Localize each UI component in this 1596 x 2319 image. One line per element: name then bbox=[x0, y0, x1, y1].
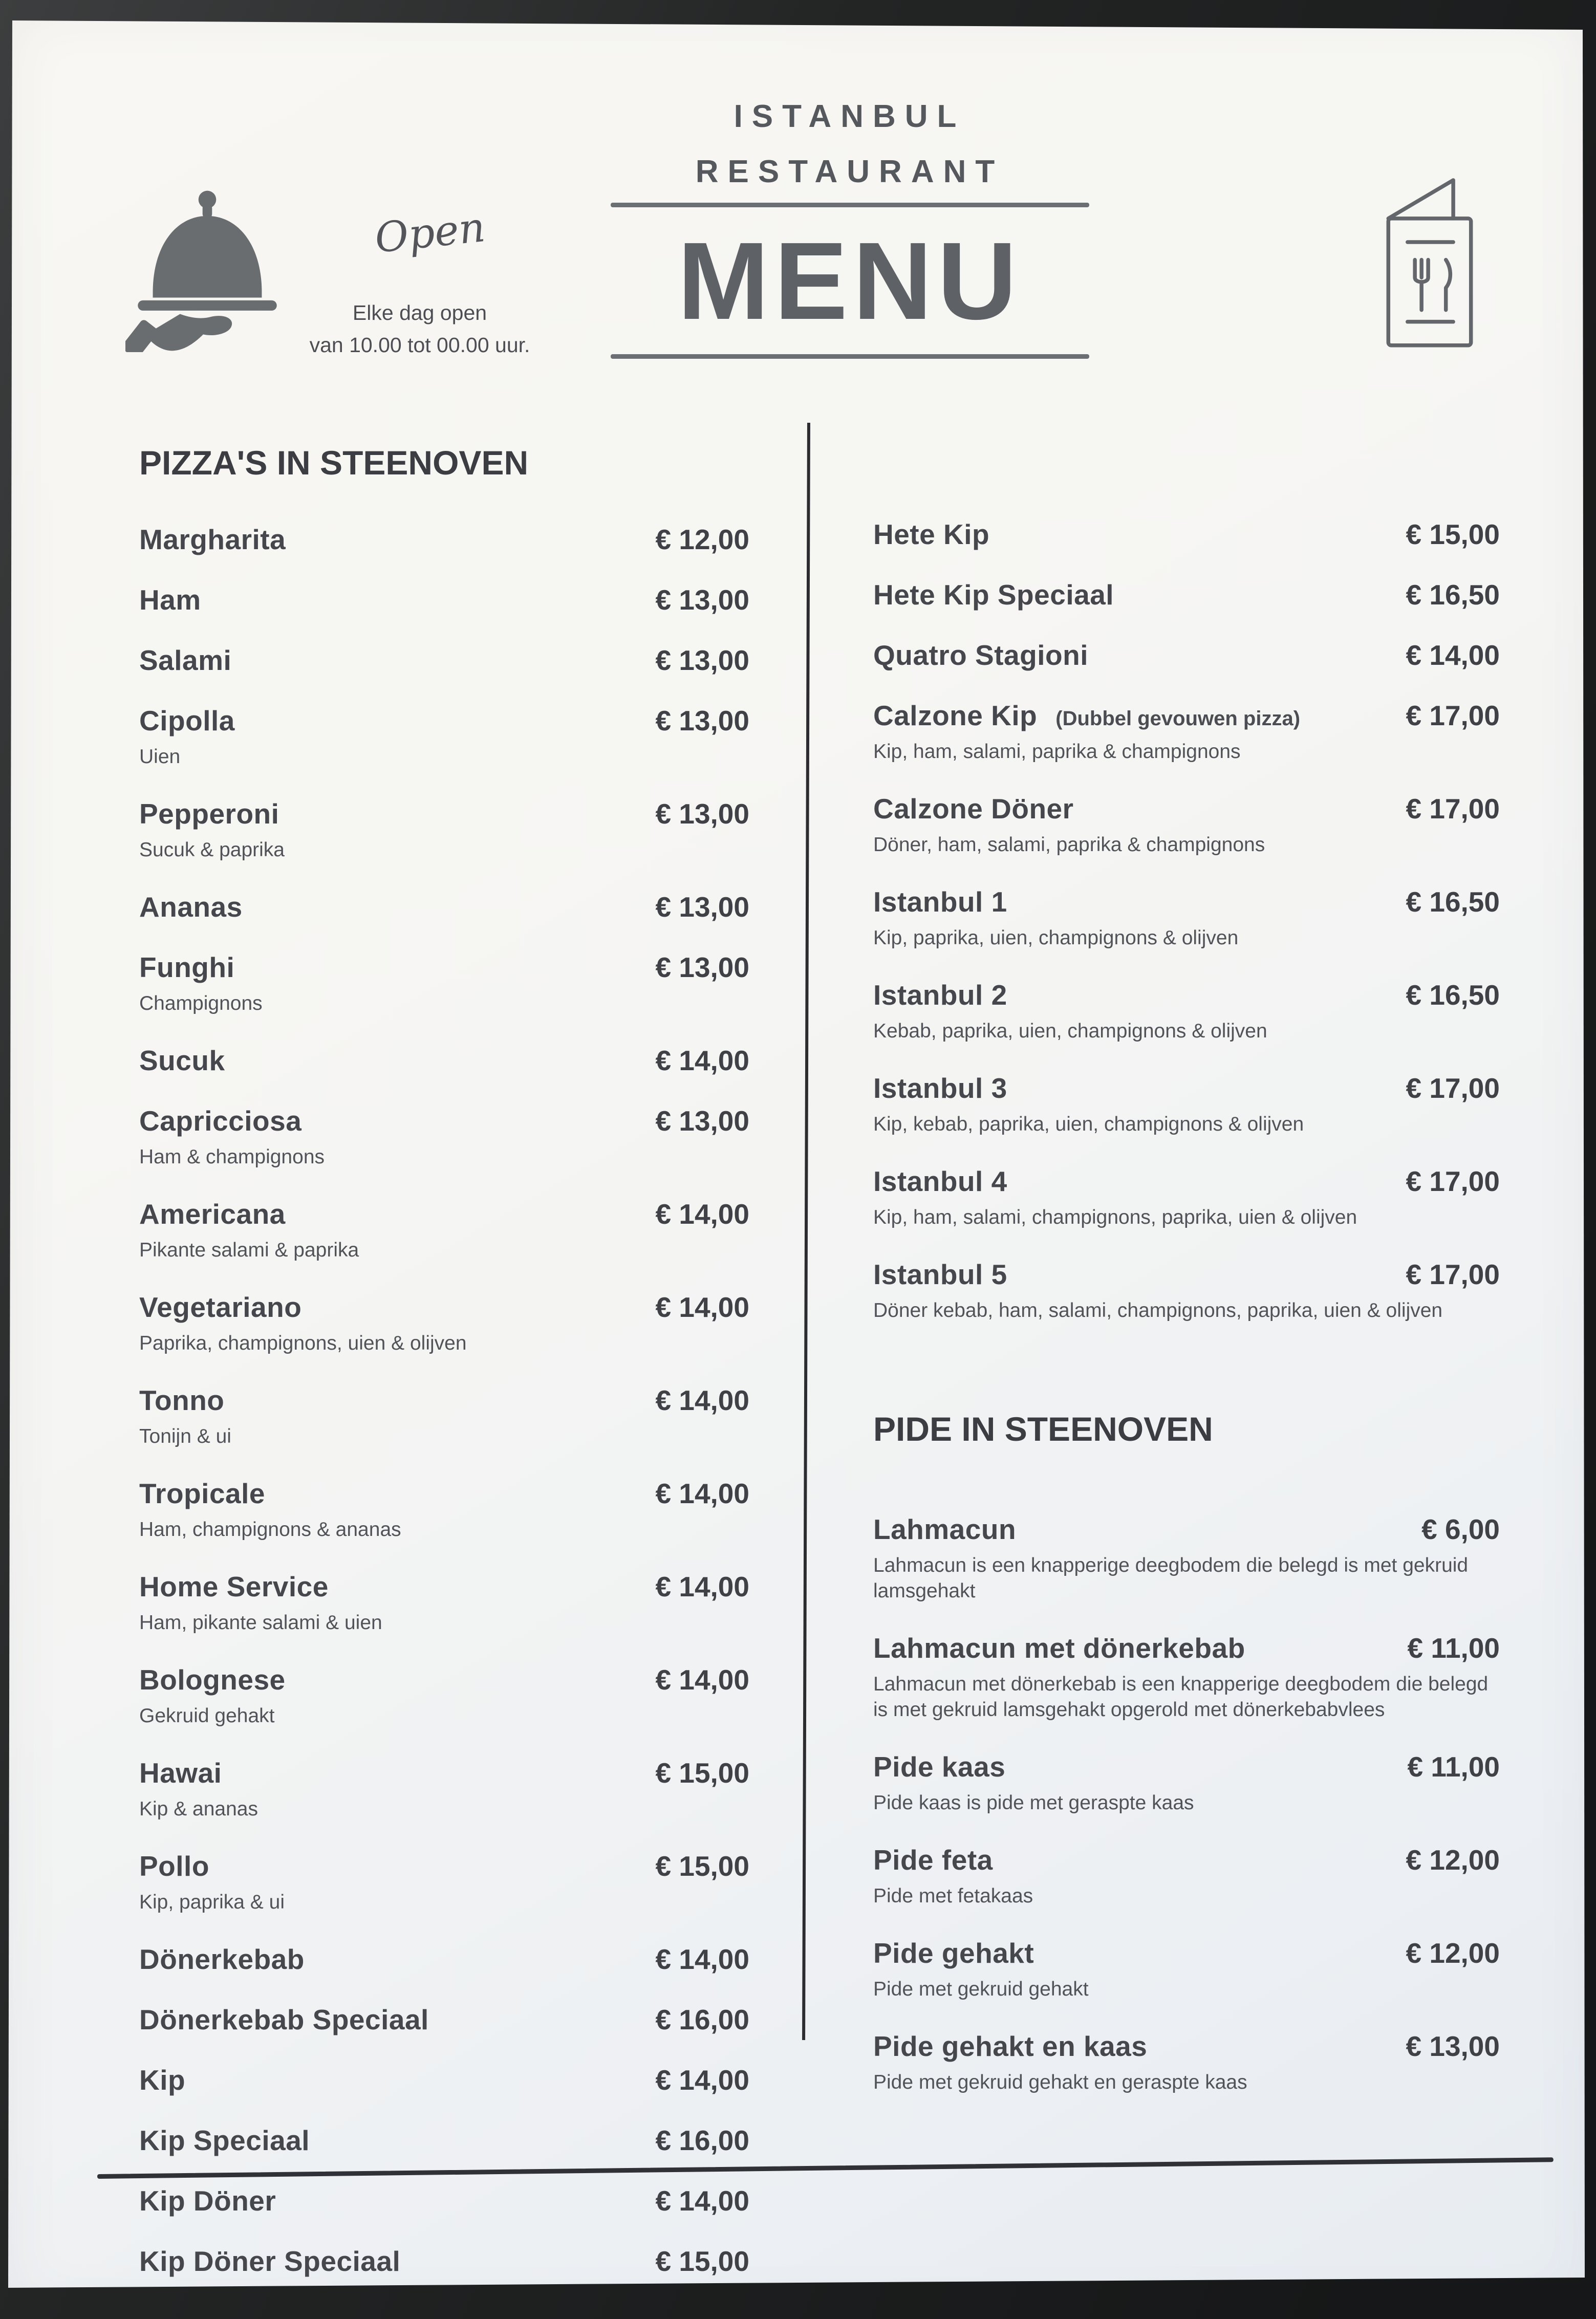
item-price: € 11,00 bbox=[1407, 1632, 1500, 1664]
item-description: Döner kebab, ham, salami, champignons, paprika, uien & olijven bbox=[873, 1299, 1443, 1321]
page-title: MENU bbox=[677, 219, 1022, 342]
menu-item bbox=[873, 1632, 1500, 1723]
menu-list-pide bbox=[873, 1513, 1500, 2095]
item-description: Pide met fetakaas bbox=[873, 1885, 1033, 1907]
item-name: Tonno bbox=[139, 1384, 225, 1416]
item-name: Lahmacun bbox=[873, 1513, 1017, 1545]
menu-item bbox=[139, 523, 749, 556]
item-price: € 6,00 bbox=[1421, 1513, 1500, 1545]
item-price: € 14,00 bbox=[655, 2185, 749, 2217]
item-description: Kip, ham, salami, champignons, paprika, uien & olijven bbox=[873, 1206, 1357, 1228]
menu-item bbox=[139, 891, 749, 923]
item-name: Kip Speciaal bbox=[139, 2125, 310, 2156]
menu-item bbox=[873, 1937, 1500, 2002]
menu-item bbox=[873, 1258, 1500, 1324]
item-name: Kip Döner bbox=[139, 2185, 276, 2217]
item-price: € 16,00 bbox=[655, 2125, 749, 2156]
opening-hours bbox=[287, 297, 553, 361]
menu-item bbox=[139, 644, 749, 677]
item-name: Bolognese bbox=[139, 1664, 286, 1696]
item-name: Istanbul 5 bbox=[873, 1259, 1007, 1290]
item-price: € 13,00 bbox=[655, 1105, 749, 1137]
item-price: € 14,00 bbox=[655, 2064, 749, 2096]
item-name: Ananas bbox=[139, 891, 243, 923]
menu-item bbox=[873, 1750, 1500, 1816]
item-name: Salami bbox=[139, 644, 232, 676]
item-name: Pepperoni bbox=[139, 798, 279, 830]
menu-item bbox=[139, 1477, 749, 1543]
menu-column-left bbox=[139, 523, 749, 2305]
menu-item bbox=[873, 979, 1500, 1044]
item-price: € 17,00 bbox=[1406, 1259, 1500, 1290]
item-price: € 14,00 bbox=[1406, 639, 1500, 671]
menu-item bbox=[139, 2064, 749, 2096]
item-name: Istanbul 3 bbox=[873, 1072, 1007, 1104]
open-script-label: Open bbox=[372, 203, 488, 263]
item-price: € 14,00 bbox=[655, 1198, 749, 1230]
item-description: Kip, ham, salami, paprika & champignons bbox=[873, 741, 1241, 763]
menu-item bbox=[873, 578, 1500, 611]
item-price: € 12,00 bbox=[1406, 1844, 1500, 1876]
cloche-hand-icon bbox=[125, 183, 289, 355]
item-price: € 13,00 bbox=[655, 951, 749, 983]
menu-item bbox=[139, 2245, 749, 2278]
item-name: Pollo bbox=[139, 1850, 209, 1882]
item-description: Pikante salami & paprika bbox=[139, 1239, 359, 1261]
item-price: € 13,00 bbox=[655, 891, 749, 923]
item-description: Ham, champignons & ananas bbox=[139, 1519, 401, 1541]
item-price: € 13,00 bbox=[655, 584, 749, 616]
menu-item bbox=[139, 951, 749, 1016]
item-price: € 14,00 bbox=[655, 1943, 749, 1975]
item-name: Calzone Kip bbox=[873, 700, 1038, 731]
item-description: Pide met gekruid gehakt bbox=[873, 1978, 1089, 2000]
item-price: € 12,00 bbox=[1406, 1937, 1500, 1969]
item-description: Pide met gekruid gehakt en geraspte kaas bbox=[873, 2071, 1247, 2093]
item-name: Calzone Döner bbox=[873, 793, 1074, 825]
menu-item bbox=[873, 885, 1500, 951]
item-description: Kip, kebab, paprika, uien, champignons & olijven bbox=[873, 1113, 1304, 1135]
item-description: Kip, paprika, uien, champignons & olijven bbox=[873, 927, 1239, 949]
item-price: € 17,00 bbox=[1406, 1165, 1500, 1197]
item-name: Kip bbox=[139, 2064, 186, 2096]
menu-item bbox=[139, 2184, 749, 2217]
item-price: € 15,00 bbox=[1406, 518, 1500, 550]
item-note: (Dubbel gevouwen pizza) bbox=[1055, 707, 1301, 730]
menu-item bbox=[139, 1663, 749, 1729]
item-price: € 15,00 bbox=[655, 1850, 749, 1882]
item-price: € 14,00 bbox=[655, 1571, 749, 1602]
menu-item bbox=[873, 699, 1500, 765]
item-price: € 14,00 bbox=[655, 1045, 749, 1076]
item-price: € 16,50 bbox=[1406, 979, 1500, 1011]
menu-list-pizza-right bbox=[873, 518, 1500, 1324]
item-price: € 13,00 bbox=[1406, 2030, 1500, 2062]
menu-item bbox=[873, 792, 1500, 858]
restaurant-name-line2: RESTAURANT bbox=[695, 154, 1004, 189]
item-name: Quatro Stagioni bbox=[873, 639, 1088, 671]
item-description: Gekruid gehakt bbox=[139, 1705, 275, 1727]
item-name: Sucuk bbox=[139, 1045, 225, 1076]
item-description: Döner, ham, salami, paprika & champignons bbox=[873, 834, 1265, 856]
item-description: Lahmacun is een knapperige deegbodem die belegd is met gekruid lamsgehakt bbox=[873, 1554, 1469, 1602]
item-name: Americana bbox=[139, 1198, 286, 1230]
item-price: € 15,00 bbox=[655, 2245, 749, 2277]
item-name: Dönerkebab Speciaal bbox=[139, 2004, 429, 2035]
section-heading-pide: PIDE IN STEENOVEN bbox=[873, 1410, 1213, 1448]
menu-item bbox=[873, 1513, 1500, 1604]
menu-item bbox=[139, 1384, 749, 1449]
item-price: € 13,00 bbox=[655, 644, 749, 676]
item-description: Ham, pikante salami & uien bbox=[139, 1612, 382, 1634]
item-name: Funghi bbox=[139, 951, 235, 983]
item-name: Hete Kip bbox=[873, 518, 990, 550]
section-heading-pizza: PIZZA'S IN STEENOVEN bbox=[139, 444, 529, 482]
item-name: Istanbul 2 bbox=[873, 979, 1007, 1011]
opening-hours-line1: Elke dag open bbox=[352, 301, 487, 324]
item-price: € 11,00 bbox=[1407, 1751, 1500, 1783]
title-rule-bottom bbox=[611, 354, 1089, 359]
menu-item bbox=[139, 2124, 749, 2157]
item-name: Istanbul 1 bbox=[873, 886, 1007, 918]
item-name: Lahmacun met dönerkebab bbox=[873, 1632, 1245, 1664]
item-name: Ham bbox=[139, 584, 201, 616]
menu-item bbox=[139, 1570, 749, 1636]
item-description: Paprika, champignons, uien & olijven bbox=[139, 1332, 467, 1354]
item-price: € 16,50 bbox=[1406, 886, 1500, 918]
item-price: € 13,00 bbox=[655, 705, 749, 736]
item-description: Tonijn & ui bbox=[139, 1425, 231, 1447]
item-name: Cipolla bbox=[139, 705, 235, 736]
menu-item bbox=[873, 1844, 1500, 1909]
item-name: Pide gehakt en kaas bbox=[873, 2030, 1148, 2062]
item-description: Uien bbox=[139, 746, 181, 768]
item-price: € 17,00 bbox=[1406, 1072, 1500, 1104]
item-price: € 12,00 bbox=[655, 524, 749, 555]
item-name: Pide feta bbox=[873, 1844, 993, 1876]
item-name: Home Service bbox=[139, 1571, 329, 1602]
item-name: Vegetariano bbox=[139, 1291, 302, 1323]
item-price: € 16,00 bbox=[655, 2004, 749, 2035]
menu-item bbox=[139, 583, 749, 616]
menu-card-icon bbox=[1379, 168, 1480, 357]
item-price: € 13,00 bbox=[655, 798, 749, 830]
menu-item bbox=[873, 639, 1500, 671]
menu-item bbox=[139, 1757, 749, 1822]
item-description: Sucuk & paprika bbox=[139, 839, 285, 861]
menu-item bbox=[139, 1104, 749, 1170]
menu-column-right bbox=[873, 518, 1500, 2123]
item-price: € 14,00 bbox=[655, 1664, 749, 1696]
item-description: Kip & ananas bbox=[139, 1798, 258, 1820]
item-name: Margharita bbox=[139, 524, 286, 555]
item-description: Champignons bbox=[139, 992, 263, 1014]
menu-item bbox=[139, 1198, 749, 1263]
menu-item bbox=[873, 1072, 1500, 1137]
item-description: Lahmacun met dönerkebab is een knapperige deegbodem die belegd is met gekruid lamsgehakt opgerold met dönerkebabvlees bbox=[873, 1673, 1489, 1721]
menu-item bbox=[139, 2003, 749, 2036]
item-price: € 17,00 bbox=[1406, 700, 1500, 731]
menu-item bbox=[873, 2030, 1500, 2095]
menu-item bbox=[139, 1943, 749, 1976]
menu-item bbox=[139, 1850, 749, 1915]
menu-item bbox=[873, 518, 1500, 551]
item-price: € 14,00 bbox=[655, 1291, 749, 1323]
item-name: Istanbul 4 bbox=[873, 1165, 1007, 1197]
item-description: Pide kaas is pide met geraspte kaas bbox=[873, 1792, 1194, 1814]
title-rule-top bbox=[611, 203, 1089, 207]
item-name: Kip Döner Speciaal bbox=[139, 2245, 401, 2277]
item-name: Hete Kip Speciaal bbox=[873, 579, 1114, 611]
restaurant-name-line1: ISTANBUL bbox=[734, 99, 966, 134]
menu-item bbox=[139, 1044, 749, 1077]
menu-item bbox=[139, 797, 749, 863]
item-description: Kebab, paprika, uien, champignons & olijven bbox=[873, 1020, 1267, 1042]
menu-item bbox=[139, 1291, 749, 1356]
item-price: € 14,00 bbox=[655, 1478, 749, 1509]
item-price: € 14,00 bbox=[655, 1384, 749, 1416]
item-name: Pide gehakt bbox=[873, 1937, 1034, 1969]
item-description: Kip, paprika & ui bbox=[139, 1891, 285, 1913]
item-name: Tropicale bbox=[139, 1478, 265, 1509]
opening-hours-line2: van 10.00 tot 00.00 uur. bbox=[309, 333, 530, 357]
item-name: Pide kaas bbox=[873, 1751, 1006, 1783]
menu-item bbox=[873, 1165, 1500, 1230]
item-price: € 16,50 bbox=[1406, 579, 1500, 611]
menu-item bbox=[139, 704, 749, 770]
item-name: Dönerkebab bbox=[139, 1943, 305, 1975]
item-price: € 17,00 bbox=[1406, 793, 1500, 825]
item-price: € 15,00 bbox=[655, 1757, 749, 1789]
item-name: Hawai bbox=[139, 1757, 222, 1789]
item-name: Capricciosa bbox=[139, 1105, 302, 1137]
item-description: Ham & champignons bbox=[139, 1146, 325, 1168]
